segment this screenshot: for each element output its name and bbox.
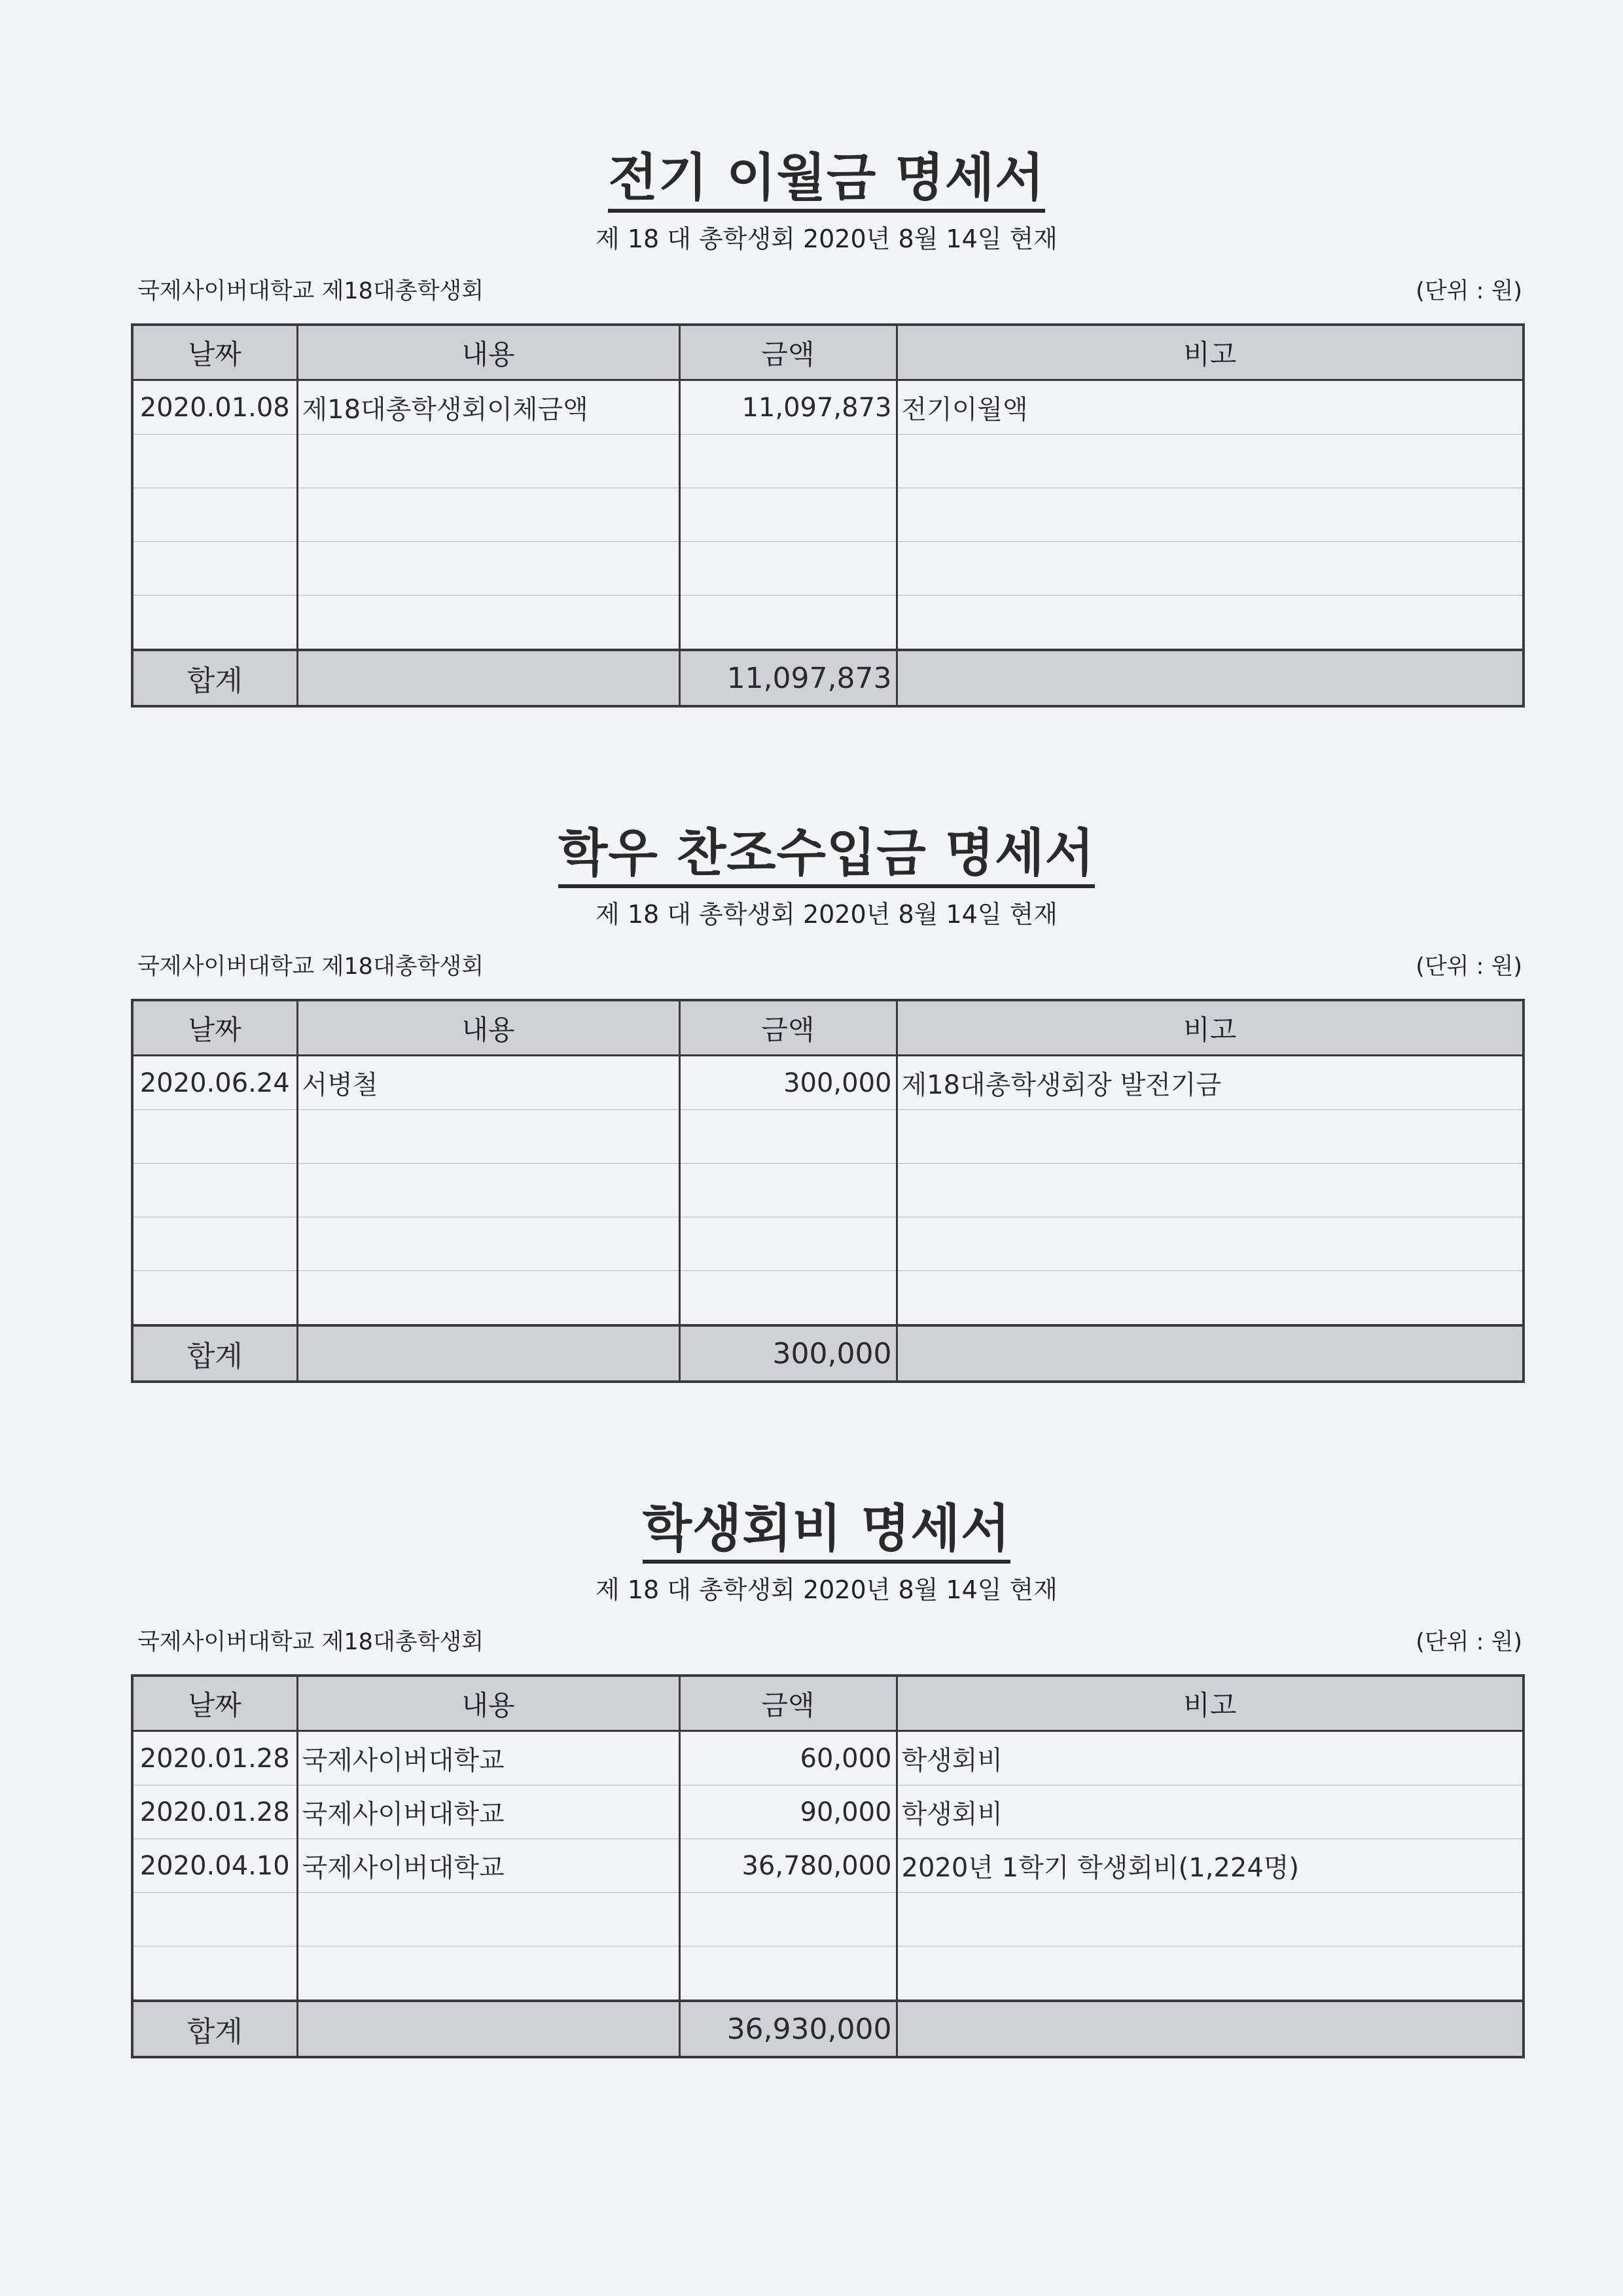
cell-note: 학생회비 xyxy=(897,1785,1524,1839)
unit-label: (단위 : 원) xyxy=(1416,1629,1522,1655)
cell-description: 국제사이버대학교 xyxy=(297,1839,679,1893)
cell-description xyxy=(297,1164,679,1217)
total-note-empty xyxy=(897,650,1524,706)
table-row xyxy=(132,1271,1524,1326)
table-row xyxy=(132,596,1524,651)
ledger-table xyxy=(131,1674,1525,2058)
cell-note xyxy=(897,1217,1524,1271)
cell-description: 국제사이버대학교 xyxy=(297,1731,679,1785)
cell-description: 제18대총학생회이체금액 xyxy=(297,380,679,435)
statement-subtitle: 제 18 대 총학생회 2020년 8월 14일 현재 xyxy=(596,224,1058,253)
cell-date: 2020.01.28 xyxy=(132,1785,297,1839)
column-header-date: 날짜 xyxy=(132,325,297,380)
column-header-amount: 금액 xyxy=(679,325,897,380)
cell-note xyxy=(897,1164,1524,1217)
column-header-description: 내용 xyxy=(297,1676,679,1731)
total-row xyxy=(132,2001,1524,2057)
cell-amount xyxy=(679,1164,897,1217)
cell-date xyxy=(132,1217,297,1271)
cell-note: 2020년 1학기 학생회비(1,224명) xyxy=(897,1839,1524,1893)
column-header-note: 비고 xyxy=(897,1000,1524,1056)
total-amount: 11,097,873 xyxy=(679,650,897,706)
total-amount: 300,000 xyxy=(679,1325,897,1382)
table-row xyxy=(132,1731,1524,1785)
cell-note xyxy=(897,1893,1524,1946)
table-row xyxy=(132,542,1524,596)
table-row xyxy=(132,1110,1524,1164)
cell-note xyxy=(897,435,1524,488)
cell-date: 2020.06.24 xyxy=(132,1056,297,1110)
organization-name: 국제사이버대학교 제18대총학생회 xyxy=(137,278,484,304)
cell-date xyxy=(132,542,297,596)
unit-label: (단위 : 원) xyxy=(1416,954,1522,980)
cell-date: 2020.01.08 xyxy=(132,380,297,435)
cell-date xyxy=(132,596,297,651)
cell-description xyxy=(297,1110,679,1164)
table-row xyxy=(132,1785,1524,1839)
cell-note xyxy=(897,542,1524,596)
ledger-table xyxy=(131,999,1525,1383)
total-amount: 36,930,000 xyxy=(679,2001,897,2057)
cell-note: 학생회비 xyxy=(897,1731,1524,1785)
cell-amount xyxy=(679,596,897,651)
cell-description: 국제사이버대학교 xyxy=(297,1785,679,1839)
cell-description xyxy=(297,435,679,488)
cell-amount xyxy=(679,1893,897,1946)
cell-description xyxy=(297,1217,679,1271)
statement-subtitle: 제 18 대 총학생회 2020년 8월 14일 현재 xyxy=(596,900,1058,929)
column-header-description: 내용 xyxy=(297,325,679,380)
cell-description xyxy=(297,1946,679,2001)
cell-date xyxy=(132,1164,297,1217)
table-row xyxy=(132,1164,1524,1217)
table-row xyxy=(132,1893,1524,1946)
cell-amount: 60,000 xyxy=(679,1731,897,1785)
total-label: 합계 xyxy=(132,650,297,706)
cell-note xyxy=(897,1110,1524,1164)
statement-title: 학생회비 명세서 xyxy=(131,1496,1522,1562)
total-note-empty xyxy=(897,1325,1524,1382)
header-row xyxy=(132,1676,1524,1731)
unit-label: (단위 : 원) xyxy=(1416,278,1522,304)
column-header-amount: 금액 xyxy=(679,1676,897,1731)
table-row xyxy=(132,1056,1524,1110)
cell-description xyxy=(297,1893,679,1946)
table-row xyxy=(132,380,1524,435)
column-header-note: 비고 xyxy=(897,1676,1524,1731)
total-label: 합계 xyxy=(132,1325,297,1382)
cell-amount xyxy=(679,1946,897,2001)
total-description-empty xyxy=(297,2001,679,2057)
statement-title: 전기 이월금 명세서 xyxy=(131,145,1522,211)
cell-note xyxy=(897,1946,1524,2001)
cell-date xyxy=(132,1946,297,2001)
cell-note xyxy=(897,488,1524,542)
cell-date xyxy=(132,1893,297,1946)
total-note-empty xyxy=(897,2001,1524,2057)
table-row xyxy=(132,1946,1524,2001)
cell-note: 전기이월액 xyxy=(897,380,1524,435)
cell-date xyxy=(132,435,297,488)
cell-amount: 11,097,873 xyxy=(679,380,897,435)
cell-description xyxy=(297,542,679,596)
column-header-date: 날짜 xyxy=(132,1000,297,1056)
cell-amount: 90,000 xyxy=(679,1785,897,1839)
table-row xyxy=(132,435,1524,488)
column-header-description: 내용 xyxy=(297,1000,679,1056)
cell-amount xyxy=(679,1217,897,1271)
cell-amount xyxy=(679,1110,897,1164)
cell-note: 제18대총학생회장 발전기금 xyxy=(897,1056,1524,1110)
cell-date xyxy=(132,488,297,542)
cell-amount: 36,780,000 xyxy=(679,1839,897,1893)
column-header-note: 비고 xyxy=(897,325,1524,380)
cell-date: 2020.04.10 xyxy=(132,1839,297,1893)
total-description-empty xyxy=(297,1325,679,1382)
organization-name: 국제사이버대학교 제18대총학생회 xyxy=(137,1629,484,1655)
cell-date xyxy=(132,1271,297,1326)
total-description-empty xyxy=(297,650,679,706)
column-header-date: 날짜 xyxy=(132,1676,297,1731)
cell-description: 서병철 xyxy=(297,1056,679,1110)
cell-amount xyxy=(679,542,897,596)
total-row xyxy=(132,1325,1524,1382)
cell-note xyxy=(897,1271,1524,1326)
cell-amount xyxy=(679,1271,897,1326)
ledger-table xyxy=(131,323,1525,708)
table-row xyxy=(132,1839,1524,1893)
total-label: 합계 xyxy=(132,2001,297,2057)
cell-description xyxy=(297,1271,679,1326)
cell-description xyxy=(297,488,679,542)
total-row xyxy=(132,650,1524,706)
cell-date: 2020.01.28 xyxy=(132,1731,297,1785)
cell-amount: 300,000 xyxy=(679,1056,897,1110)
cell-note xyxy=(897,596,1524,651)
column-header-amount: 금액 xyxy=(679,1000,897,1056)
header-row xyxy=(132,1000,1524,1056)
cell-amount xyxy=(679,435,897,488)
organization-name: 국제사이버대학교 제18대총학생회 xyxy=(137,954,484,980)
statement-title: 학우 찬조수입금 명세서 xyxy=(131,821,1522,886)
table-row xyxy=(132,488,1524,542)
header-row xyxy=(132,325,1524,380)
cell-date xyxy=(132,1110,297,1164)
table-row xyxy=(132,1217,1524,1271)
cell-amount xyxy=(679,488,897,542)
statement-subtitle: 제 18 대 총학생회 2020년 8월 14일 현재 xyxy=(596,1575,1058,1604)
cell-description xyxy=(297,596,679,651)
